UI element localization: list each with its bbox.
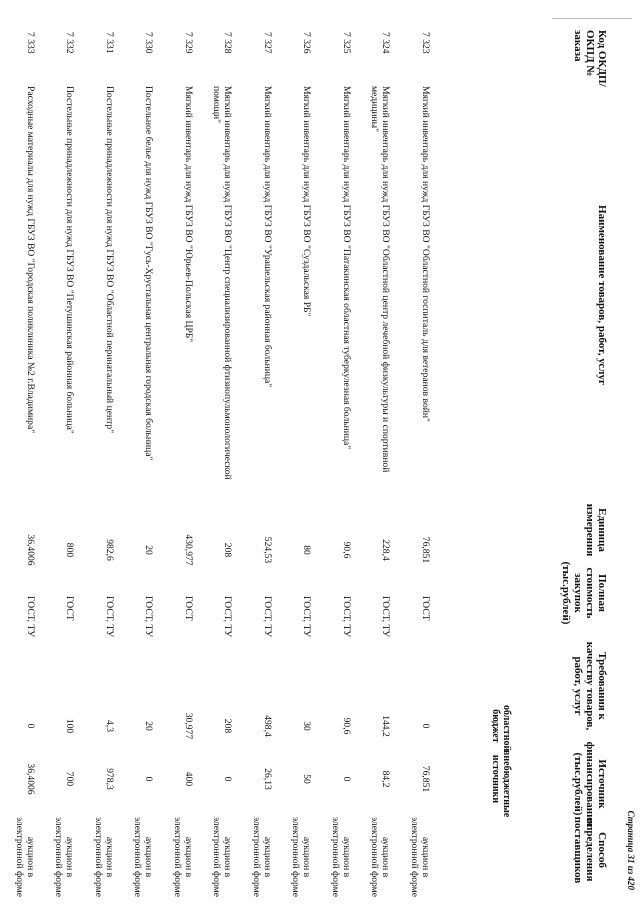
row-method: аукцион в электронной форме (409, 816, 431, 898)
row-code: 7 333 (25, 32, 36, 54)
header-source-regional: областной бюджет (490, 705, 512, 752)
row-cost: 76,851 (420, 536, 431, 564)
row-requirements: ГОСТ, ТУ (262, 596, 273, 638)
row-method: аукцион в электронной форме (369, 816, 392, 898)
row-requirements: ГОСТ, ТУ (143, 596, 155, 638)
row-method: аукцион в электронной форме (251, 816, 273, 898)
row-cost: 430,977 (183, 534, 194, 566)
header-code: Код ОКДП/ ОКПД № заказа (572, 30, 608, 87)
row-name: Постельные принадлежности для нужд ГБУЗ ВО "Петушинская районная больница" (64, 86, 76, 434)
table-row (42, 0, 80, 905)
row-name: Мягкий инвентарь для нужд ГБУЗ ВО "Областной центр лечебной физкультуры и спортивной медицины" (369, 86, 392, 473)
row-name: Мягкий инвентарь для нужд ГБУЗ ВО "Юрьев-Польская ЦРБ" (183, 86, 194, 343)
row-extra-budget: 0 (222, 776, 234, 782)
table-row (239, 0, 277, 905)
table-row (81, 0, 119, 905)
row-regional-budget: 30 (301, 721, 313, 731)
row-extra-budget: 978,3 (104, 768, 115, 790)
row-name: Мягкий инвентарь для нужд ГБУЗ ВО "Областной госпиталь для ветеранов войн" (420, 86, 431, 422)
row-code: 7 329 (183, 32, 194, 54)
row-code: 7 325 (341, 32, 352, 54)
row-extra-budget: 36,4006 (25, 763, 36, 795)
row-cost: 36,4006 (25, 534, 36, 566)
row-requirements: ГОСТ, ТУ (341, 596, 352, 638)
row-cost: 208 (222, 542, 234, 558)
row-requirements: ГОСТ, ТУ (222, 596, 234, 638)
row-requirements: ГОСТ, ТУ (25, 596, 36, 638)
row-extra-budget: 76,851 (420, 765, 431, 793)
row-extra-budget: 84,2 (380, 770, 392, 788)
row-extra-budget: 0 (143, 776, 155, 782)
row-cost: 524,53 (262, 536, 273, 564)
row-requirements: ГОСТ, ТУ (301, 596, 313, 638)
row-method: аукцион в электронной форме (93, 816, 115, 898)
row-name: Постельные принадлежности для нужд ГБУЗ ВО "Областной перинатальный центр" (104, 86, 115, 434)
row-extra-budget: 50 (301, 774, 313, 784)
page-number: Страница 31 из 420 (626, 810, 636, 890)
header-source: Источник финансирования (тыс.рублей) (572, 741, 608, 827)
table-row (358, 0, 396, 905)
scan-artifact (552, 18, 632, 19)
table-row (200, 0, 238, 905)
row-regional-budget: 144,2 (380, 715, 392, 737)
row-requirements: ГОСТ, ТУ (380, 596, 392, 638)
table-row (121, 0, 159, 905)
row-extra-budget: 0 (341, 776, 352, 782)
row-cost: 90,6 (341, 541, 352, 559)
row-name: Постельное белье для нужд ГБУЗ ВО "Гусь-Хрустальная центральная городская больница" (143, 86, 155, 461)
row-requirements: ГОСТ (64, 596, 76, 621)
row-cost: 982,6 (104, 539, 115, 561)
row-method: аукцион в электронной форме (172, 816, 194, 898)
row-regional-budget: 208 (222, 718, 234, 734)
row-regional-budget: 0 (25, 723, 36, 729)
row-method: аукцион в электронной форме (132, 816, 155, 898)
row-extra-budget: 400 (183, 771, 194, 787)
row-name: Расходные материалы для нужд ГБУЗ ВО "Городская поликлиника №2 г.Владимира" (25, 86, 36, 434)
row-name: Мягкий инвентарь для нужд ГБУЗ ВО "Суздальская РБ" (301, 86, 313, 317)
row-extra-budget: 700 (64, 771, 76, 787)
row-method: аукцион в электронной форме (330, 816, 352, 898)
row-name: Мягкий инвентарь для нужд ГБУЗ ВО "Патакинская областная туберкулезная больница" (341, 86, 352, 450)
row-regional-budget: 498,4 (262, 715, 273, 737)
row-regional-budget: 20 (143, 721, 155, 731)
row-requirements: ГОСТ (183, 596, 194, 621)
row-regional-budget: 0 (420, 723, 431, 729)
row-method: аукцион в электронной форме (14, 816, 36, 898)
header-source-extra: внебюджетные источники (490, 750, 512, 818)
table-row (160, 0, 198, 905)
row-code: 7 328 (222, 32, 234, 54)
row-code: 7 326 (301, 32, 313, 54)
row-cost: 20 (143, 545, 155, 555)
row-code: 7 324 (380, 32, 392, 54)
row-regional-budget: 4,3 (104, 720, 115, 732)
row-extra-budget: 26,13 (262, 768, 273, 790)
row-code: 7 327 (262, 32, 273, 54)
row-method: аукцион в электронной форме (53, 816, 76, 898)
row-code: 7 331 (104, 32, 115, 54)
header-method: Способ определения поставщиков (572, 816, 608, 884)
row-name: Мягкий инвентарь для нужд ГБУЗ ВО "Урашельская районная больница" (262, 86, 273, 388)
row-requirements: ГОСТ (420, 596, 431, 621)
row-method: аукцион в электронной форме (211, 816, 234, 898)
row-code: 7 330 (143, 32, 155, 54)
row-name: Мягкий инвентарь для нужд ГБУЗ ВО "Центр специализированной фтизиопульмонологической помощи" (211, 86, 234, 480)
row-regional-budget: 100 (64, 718, 76, 734)
table-row (397, 0, 435, 905)
table-row (279, 0, 317, 905)
table-row (2, 0, 40, 905)
header-cost: Полная стоимость закупок (тыс.рублей) (560, 561, 608, 625)
header-unit: Единица измерения (584, 503, 608, 557)
row-cost: 80 (301, 545, 313, 555)
row-cost: 800 (64, 542, 76, 558)
row-cost: 228,4 (380, 539, 392, 561)
row-code: 7 323 (420, 32, 431, 54)
header-name: Наименование товаров, работ, услуг (596, 205, 608, 385)
table-row (318, 0, 356, 905)
row-regional-budget: 90,6 (341, 717, 352, 735)
row-requirements: ГОСТ, ТУ (104, 596, 115, 638)
header-requirements: Требования к качеству товаров, работ, услуг (572, 641, 608, 731)
row-regional-budget: 30,977 (183, 712, 194, 740)
row-method: аукцион в электронной форме (290, 816, 313, 898)
row-code: 7 332 (64, 32, 76, 54)
